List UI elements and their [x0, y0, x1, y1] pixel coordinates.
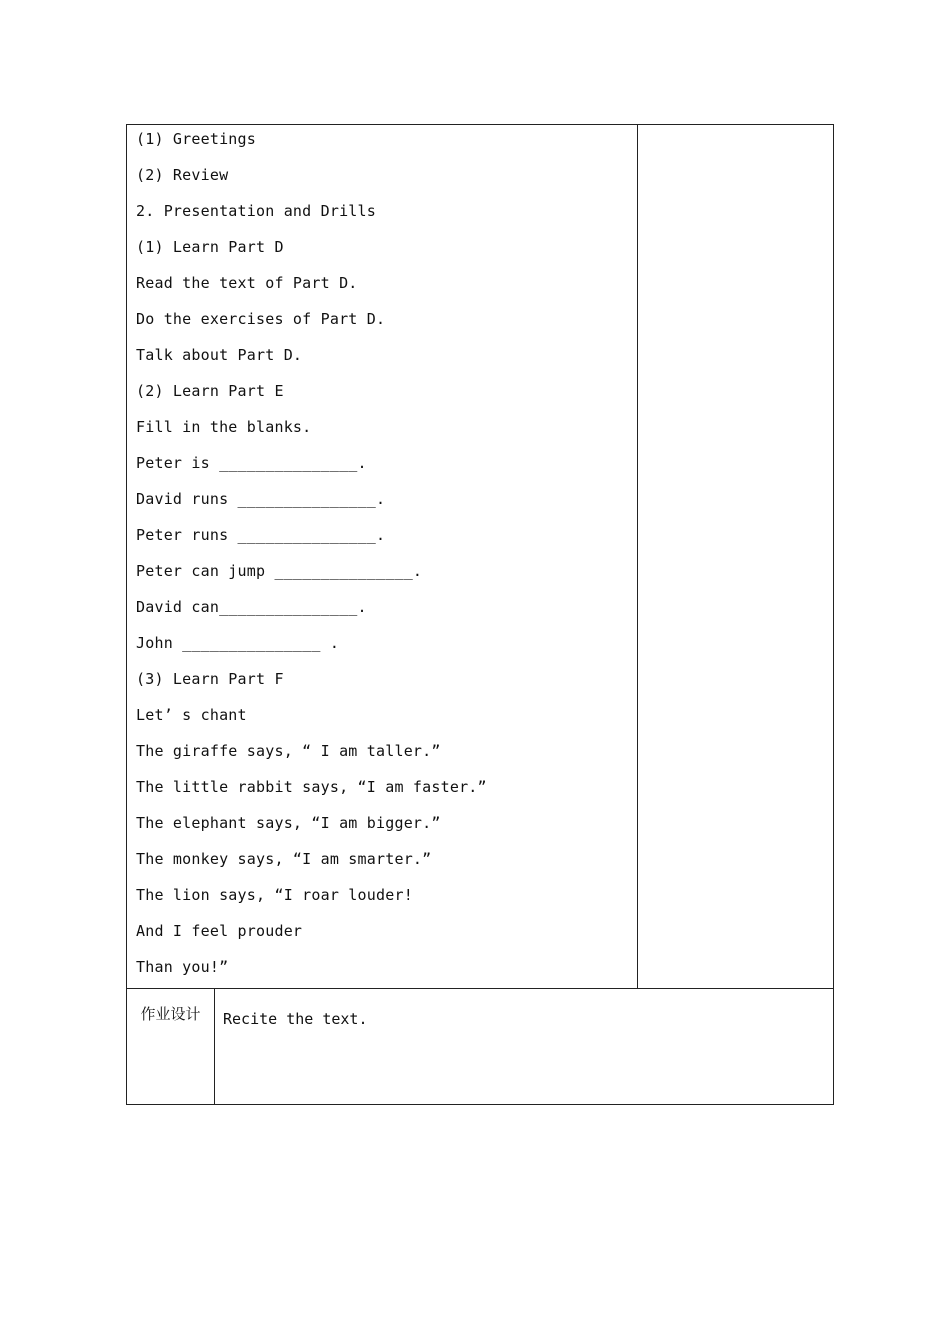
lesson-step-line: 2. Presentation and Drills: [136, 202, 376, 220]
lesson-step-line: (1) Greetings: [136, 130, 256, 148]
lesson-step-line: The little rabbit says, “I am faster.”: [136, 778, 487, 796]
lesson-step-line: Peter can jump _______________.: [136, 562, 423, 580]
lesson-step-line: Read the text of Part D.: [136, 274, 358, 292]
lesson-step-line: John _______________ .: [136, 634, 340, 652]
lesson-step-line: Do the exercises of Part D.: [136, 310, 386, 328]
lesson-step-line: (2) Learn Part E: [136, 382, 284, 400]
lesson-step-line: Let’ s chant: [136, 706, 247, 724]
homework-row: [127, 989, 833, 1104]
lesson-step-line: David can_______________.: [136, 598, 367, 616]
notes-cell: [638, 125, 833, 988]
lesson-plan-table: [126, 124, 834, 1105]
lesson-step-line: Peter runs _______________.: [136, 526, 386, 544]
lesson-step-line: Talk about Part D.: [136, 346, 303, 364]
procedure-cell: [127, 125, 638, 988]
homework-label: 作业设计: [140, 1005, 201, 1023]
lesson-step-line: David runs _______________.: [136, 490, 386, 508]
lesson-step-line: The elephant says, “I am bigger.”: [136, 814, 441, 832]
lesson-step-line: The lion says, “I roar louder!: [136, 886, 413, 904]
lesson-step-line: (2) Review: [136, 166, 229, 184]
lesson-step-line: Fill in the blanks.: [136, 418, 312, 436]
procedure-row: [127, 125, 833, 989]
lesson-step-line: The monkey says, “I am smarter.”: [136, 850, 432, 868]
lesson-step-line: The giraffe says, “ I am taller.”: [136, 742, 441, 760]
lesson-step-line: Peter is _______________.: [136, 454, 367, 472]
lesson-step-line: (3) Learn Part F: [136, 670, 284, 688]
homework-label-cell: [127, 989, 215, 1104]
lesson-step-line: (1) Learn Part D: [136, 238, 284, 256]
lesson-step-line: Than you!”: [136, 958, 229, 976]
homework-text: Recite the text.: [223, 1010, 368, 1028]
lesson-step-line: And I feel prouder: [136, 922, 303, 940]
